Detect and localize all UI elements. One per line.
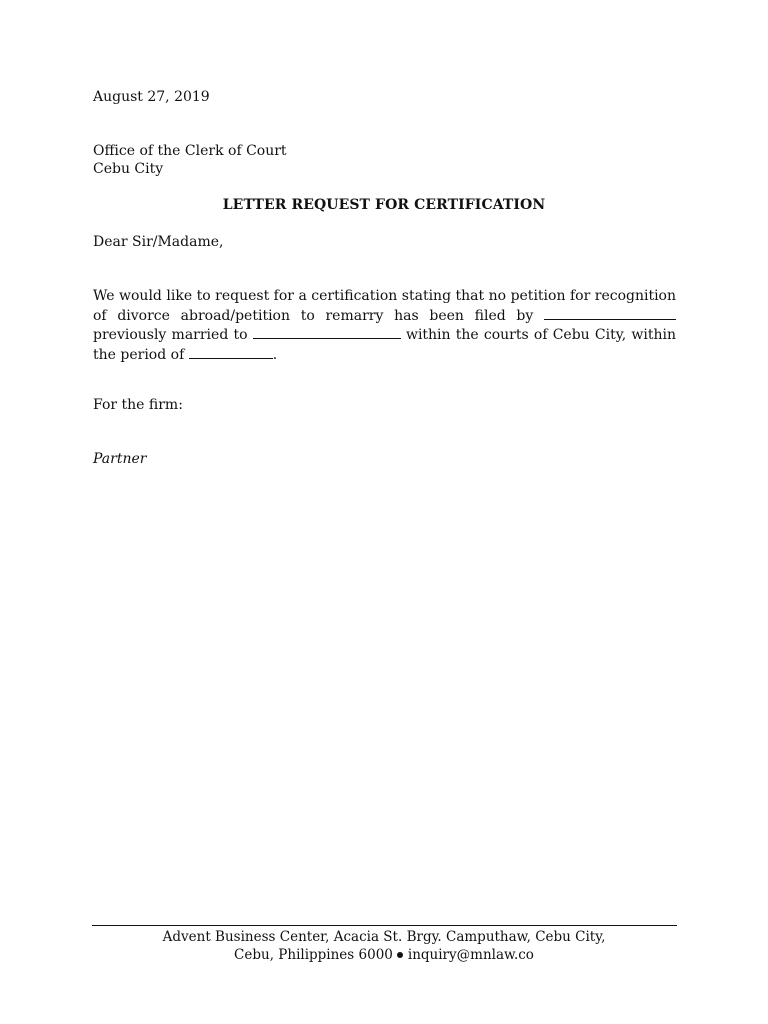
closing-line: For the firm: <box>93 397 183 413</box>
blank-filed-by <box>544 306 676 320</box>
recipient-line-2: Cebu City <box>93 161 164 177</box>
salutation: Dear Sir/Madame, <box>93 234 224 250</box>
footer-location: Cebu, Philippines 6000 <box>234 947 393 963</box>
bullet-icon <box>397 952 403 958</box>
signatory-title: Partner <box>93 451 147 467</box>
footer-address-line-2 <box>0 946 768 964</box>
body-text-part-3: within the courts of Cebu City, within the period of <box>93 327 676 363</box>
body-paragraph <box>93 287 676 364</box>
body-text-part-2: previously married to <box>93 327 253 343</box>
footer-divider <box>92 925 677 926</box>
body-text-part-4: . <box>272 346 278 363</box>
letter-date: August 27, 2019 <box>93 89 210 105</box>
letter-title: LETTER REQUEST FOR CERTIFICATION <box>222 197 546 213</box>
footer-email[interactable]: inquiry@mnlaw.co <box>407 947 534 963</box>
recipient-line-1: Office of the Clerk of Court <box>93 143 287 159</box>
blank-married-to <box>253 325 401 339</box>
body-text-part-1: We would like to request for a certification stating that no petition for recognition of divorce abroad/petition to remarry has been filed by <box>93 288 676 324</box>
footer-address-line-1: Advent Business Center, Acacia St. Brgy. Camputhaw, Cebu City, <box>162 929 606 945</box>
blank-period <box>189 345 273 359</box>
